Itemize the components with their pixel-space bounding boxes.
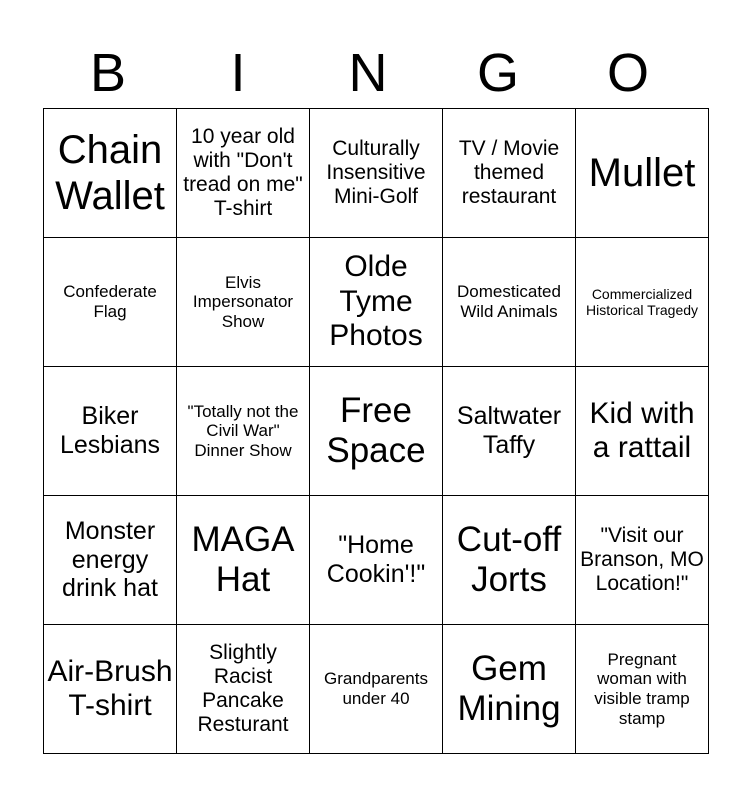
bingo-cell[interactable]: Saltwater Taffy bbox=[443, 367, 576, 496]
bingo-cell[interactable]: "Home Cookin'!" bbox=[310, 496, 443, 625]
header-letter-g: G bbox=[476, 43, 519, 103]
bingo-cell[interactable]: Culturally Insensitive Mini-Golf bbox=[310, 109, 443, 238]
bingo-cell[interactable]: Pregnant woman with visible tramp stamp bbox=[576, 625, 709, 754]
bingo-cell[interactable]: Elvis Impersonator Show bbox=[177, 238, 310, 367]
bingo-header bbox=[43, 38, 693, 108]
bingo-row bbox=[44, 496, 709, 625]
bingo-cell[interactable]: TV / Movie themed restaurant bbox=[443, 109, 576, 238]
bingo-cell[interactable]: MAGA Hat bbox=[177, 496, 310, 625]
header-letter-b: B bbox=[89, 43, 127, 103]
free-space-cell[interactable]: Free Space bbox=[310, 367, 443, 496]
bingo-cell[interactable]: Slightly Racist Pancake Resturant bbox=[177, 625, 310, 754]
bingo-cell[interactable]: Confederate Flag bbox=[44, 238, 177, 367]
bingo-cell[interactable]: Air-Brush T-shirt bbox=[44, 625, 177, 754]
bingo-cell[interactable]: Mullet bbox=[576, 109, 709, 238]
header-letter-n: N bbox=[348, 43, 388, 103]
bingo-row bbox=[44, 367, 709, 496]
bingo-cell[interactable]: 10 year old with "Don't tread on me" T-shirt bbox=[177, 109, 310, 238]
bingo-row bbox=[44, 625, 709, 754]
bingo-row bbox=[44, 109, 709, 238]
bingo-cell[interactable]: Monster energy drink hat bbox=[44, 496, 177, 625]
bingo-cell[interactable]: Olde Tyme Photos bbox=[310, 238, 443, 367]
header-letter-i: I bbox=[230, 43, 246, 103]
bingo-card bbox=[43, 108, 709, 754]
bingo-cell[interactable]: Commercialized Historical Tragedy bbox=[576, 238, 709, 367]
bingo-cell[interactable]: Biker Lesbians bbox=[44, 367, 177, 496]
bingo-cell[interactable]: Chain Wallet bbox=[44, 109, 177, 238]
bingo-cell[interactable]: Gem Mining bbox=[443, 625, 576, 754]
bingo-cell[interactable]: "Visit our Branson, MO Location!" bbox=[576, 496, 709, 625]
bingo-cell[interactable]: Kid with a rattail bbox=[576, 367, 709, 496]
bingo-row bbox=[44, 238, 709, 367]
bingo-cell[interactable]: Cut-off Jorts bbox=[443, 496, 576, 625]
bingo-cell[interactable]: Domesticated Wild Animals bbox=[443, 238, 576, 367]
header-letter-o: O bbox=[606, 43, 649, 103]
bingo-cell[interactable]: Grandparents under 40 bbox=[310, 625, 443, 754]
bingo-cell[interactable]: "Totally not the Civil War" Dinner Show bbox=[177, 367, 310, 496]
